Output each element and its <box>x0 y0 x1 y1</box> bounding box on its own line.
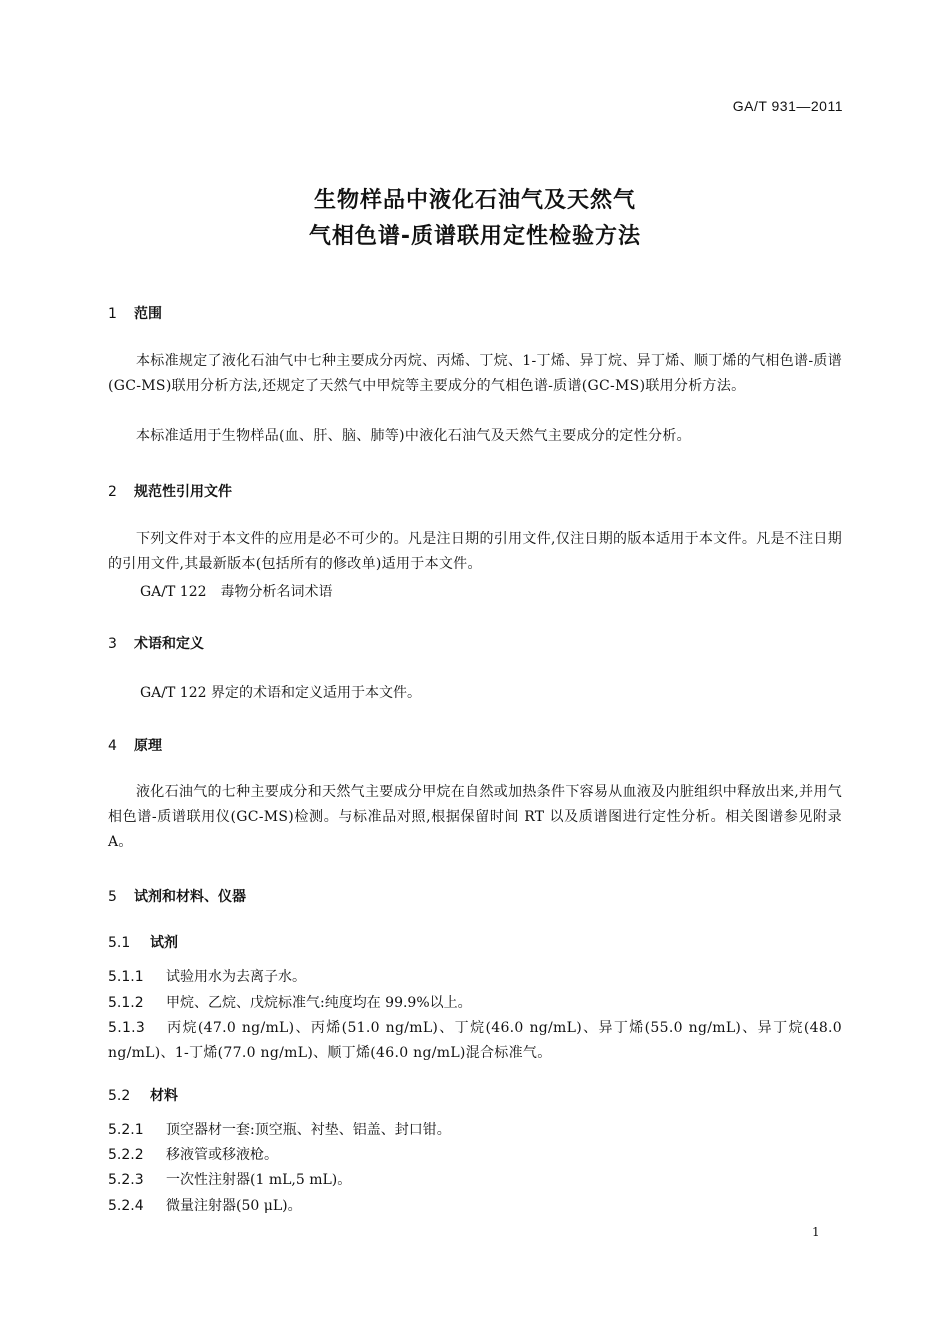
section-3-heading <box>108 633 204 653</box>
clause-text: 甲烷、乙烷、戊烷标准气:纯度均在 99.9%以上。 <box>166 995 472 1011</box>
section-2-paragraph-1: 下列文件对于本文件的应用是必不可少的。凡是注日期的引用文件,仅注日期的版本适用于本文件。凡是不注日期的引用文件,其最新版本(包括所有的修改单)适用于本文件。 <box>108 531 842 572</box>
clause-5-1-3 <box>108 1016 842 1066</box>
page-number: 1 <box>812 1225 820 1239</box>
clause-5-2-3 <box>108 1168 351 1193</box>
section-label: 材料 <box>150 1088 178 1104</box>
section-4-heading <box>108 735 162 755</box>
section-number: 5 <box>108 889 117 905</box>
normative-reference: GA/T 122 毒物分析名词术语 <box>140 584 333 600</box>
clause-5-1-2 <box>108 991 472 1016</box>
section-1-heading <box>108 303 162 323</box>
section-3-paragraph-1: GA/T 122 界定的术语和定义适用于本文件。 <box>140 685 421 701</box>
clause-5-2-4 <box>108 1194 302 1219</box>
clause-number: 5.1.3 <box>108 1020 146 1036</box>
clause-number: 5.1.2 <box>108 995 144 1011</box>
clause-number: 5.2.1 <box>108 1122 144 1138</box>
clause-5-2-2 <box>108 1143 278 1168</box>
section-4-paragraph-1: 液化石油气的七种主要成分和天然气主要成分甲烷在自然或加热条件下容易从血液及内脏组织中释放出来,并用气相色谱-质谱联用仪(GC-MS)检测。与标准品对照,根据保留时间 RT 以及质谱图进行定性分析。相关图谱参见附录 A。 <box>108 784 842 850</box>
section-number: 3 <box>108 636 117 652</box>
clause-text: 一次性注射器(1 mL,5 mL)。 <box>166 1172 352 1188</box>
clause-text: 顶空器材一套:顶空瓶、衬垫、铝盖、封口钳。 <box>166 1122 451 1138</box>
clause-5-1-1 <box>108 965 306 990</box>
standard-code: GA/T 931—2011 <box>732 98 843 114</box>
clause-text: 试验用水为去离子水。 <box>166 969 306 985</box>
section-number: 5.2 <box>108 1088 131 1104</box>
clause-number: 5.2.2 <box>108 1147 144 1163</box>
section-number: 2 <box>108 484 117 500</box>
clause-5-2-1 <box>108 1118 451 1143</box>
section-5-2-heading <box>108 1085 178 1105</box>
section-label: 范围 <box>134 306 162 322</box>
section-1-paragraph-1: 本标准规定了液化石油气中七种主要成分丙烷、丙烯、丁烷、1-丁烯、异丁烷、异丁烯、顺丁烯的气相色谱-质谱(GC-MS)联用分析方法,还规定了天然气中甲烷等主要成分的气相色谱-质谱(GC-MS)联用分析方法。 <box>108 353 842 394</box>
clause-text: 微量注射器(50 μL)。 <box>166 1198 302 1214</box>
clause-number: 5.1.1 <box>108 969 144 985</box>
section-label: 试剂 <box>150 935 178 951</box>
section-label: 原理 <box>134 738 162 754</box>
clause-text: 丙烷(47.0 ng/mL)、丙烯(51.0 ng/mL)、丁烷(46.0 ng/mL)、异丁烯(55.0 ng/mL)、异丁烷(48.0 ng/mL)、1-丁烯(77.0 ng/mL)、顺丁烯(46.0 ng/mL)混合标准气。 <box>108 1020 842 1061</box>
clause-number: 5.2.3 <box>108 1172 144 1188</box>
section-label: 术语和定义 <box>134 636 204 652</box>
section-5-heading <box>108 886 246 906</box>
section-label: 规范性引用文件 <box>134 484 232 500</box>
section-number: 4 <box>108 738 117 754</box>
section-number: 5.1 <box>108 935 131 951</box>
document-title-line2: 气相色谱-质谱联用定性检验方法 <box>308 224 642 249</box>
section-1-paragraph-2: 本标准适用于生物样品(血、肝、脑、肺等)中液化石油气及天然气主要成分的定性分析。 <box>136 428 691 444</box>
section-5-1-heading <box>108 932 178 952</box>
clause-text: 移液管或移液枪。 <box>166 1147 278 1163</box>
section-label: 试剂和材料、仪器 <box>134 889 246 905</box>
document-title-line1: 生物样品中液化石油气及天然气 <box>313 188 636 213</box>
section-number: 1 <box>108 306 117 322</box>
section-2-heading <box>108 481 232 501</box>
clause-number: 5.2.4 <box>108 1198 144 1214</box>
